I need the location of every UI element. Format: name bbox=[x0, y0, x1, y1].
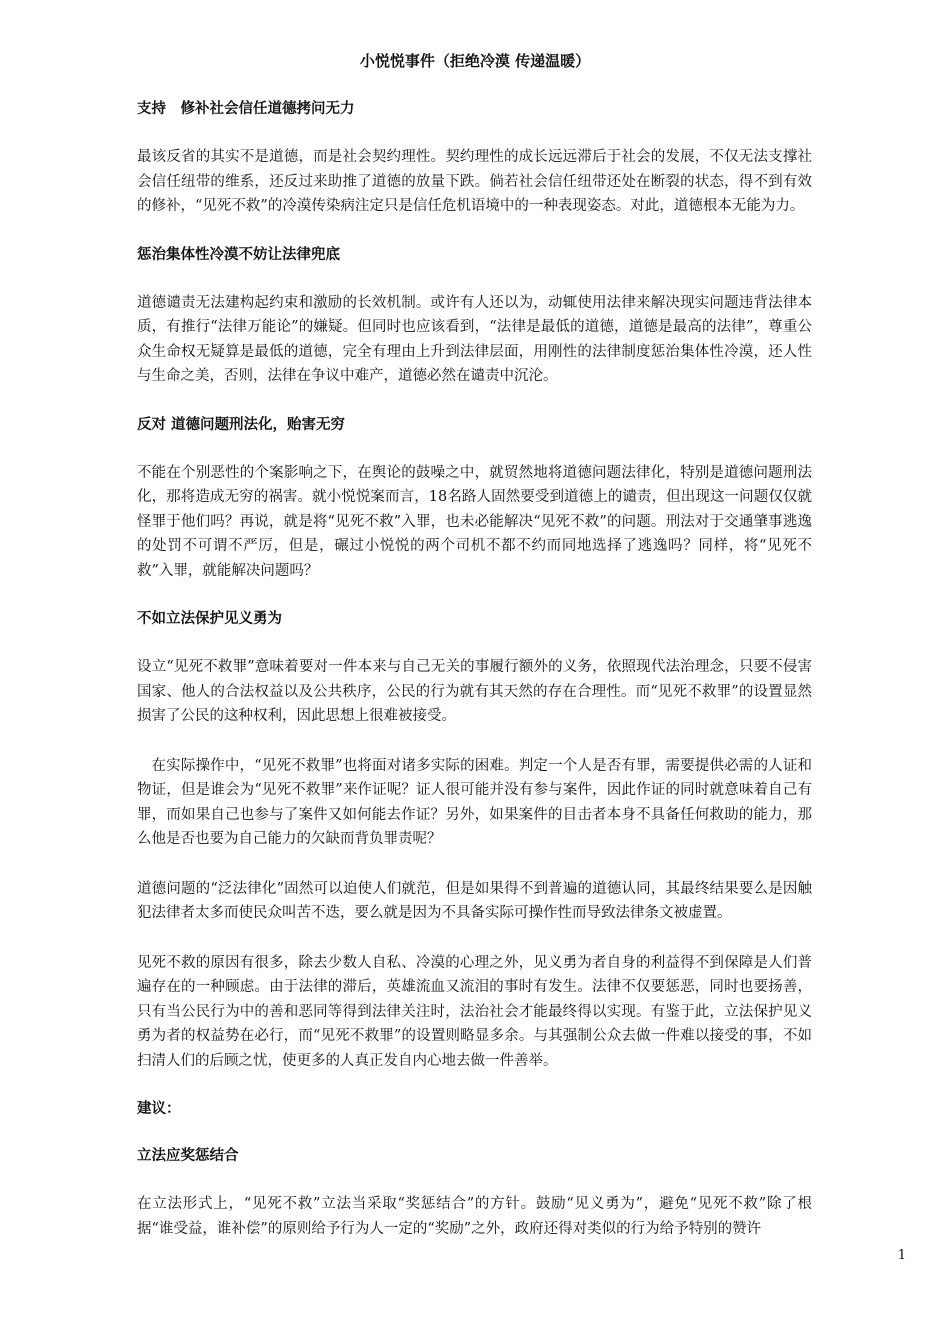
section-suggestion bbox=[137, 1098, 812, 1120]
paragraph: 道德谴责无法建构起约束和激励的长效机制。或许有人还以为，动辄使用法律来解决现实问题违背法律本质，有推行“法律万能论”的嫌疑。但同时也应该看到，“法律是最低的道德，道德是最高的法律”，尊重公众生命权无疑算是最低的道德，完全有理由上升到法律层面，用刚性的法律制度惩治集体性冷漠，还人性与生命之美，否则，法律在争议中难产，道德必然在谴责中沉沦。 bbox=[137, 294, 812, 384]
section-heading: 反对 道德问题刑法化，贻害无穷 bbox=[137, 416, 346, 433]
paragraph: 在立法形式上，“见死不救”立法当采取“奖惩结合”的方针。鼓励“见义勇为”，避免“见死不救”除了根据“谁受益，谁补偿”的原则给予行为人一定的“奖励”之外，政府还得对类似的行为给予特别的赞许 bbox=[137, 1196, 812, 1237]
paragraph: 不能在个别恶性的个案影响之下，在舆论的鼓噪之中，就贸然地将道德问题法律化，特别是道德问题刑法化，那将造成无穷的祸害。就小悦悦案而言，18名路人固然要受到道德上的谴责，但出现这一问题仅仅就怪罪于他们吗？再说，就是将“见死不救”入罪，也未必能解决“见死不救”的问题。刑法对于交通肇事逃逸的处罚不可谓不严厉，但是，碾过小悦悦的两个司机不都不约而同地选择了逃逸吗？同样，将“见死不救”入罪，就能解决问题吗？ bbox=[137, 464, 812, 579]
section-protect-heroes bbox=[137, 608, 812, 1073]
section-heading: 惩治集体性冷漠不妨让法律兜底 bbox=[137, 246, 340, 263]
paragraph: 最该反省的其实不是道德，而是社会契约理性。契约理性的成长远远滞后于社会的发展，不仅无法支撑社会信任纽带的维系，还反过来助推了道德的放量下跌。倘若社会信任纽带还处在断裂的状态，得不到有效的修补，“见死不救”的冷漠传染病注定只是信任危机语境中的一种表现姿态。对此，道德根本无能为力。 bbox=[137, 149, 812, 214]
paragraph: 道德问题的“泛法律化”固然可以迫使人们就范，但是如果得不到普遍的道德认同，其最终结果要么是因触犯法律者太多而使民众叫苦不迭，要么就是因为不具备实际可操作性而导致法律条文被虚置。 bbox=[137, 880, 812, 921]
paragraph: 见死不救的原因有很多，除去少数人自私、冷漠的心理之外，见义勇为者自身的利益得不到保障是人们普遍存在的一种顾虑。由于法律的滞后，英雄流血又流泪的事时有发生。法律不仅要惩恶，同时也要扬善，只有当公民行为中的善和恶同等得到法律关注时，法治社会才能最终得以实现。有鉴于此，立法保护见义勇为者的权益势在必行，而“见死不救罪”的设置则略显多余。与其强制公众去做一件难以接受的事，不如扫清人们的后顾之忧，使更多的人真正发自内心地去做一件善举。 bbox=[137, 954, 812, 1069]
document-body bbox=[137, 98, 812, 1266]
section-reward-punish bbox=[137, 1145, 812, 1241]
section-heading: 立法应奖惩结合 bbox=[137, 1148, 239, 1164]
section-heading: 建议： bbox=[137, 1101, 181, 1117]
section-oppose bbox=[137, 414, 812, 584]
section-support bbox=[137, 98, 812, 219]
page-number: 1 bbox=[897, 1248, 906, 1263]
document-title: 小悦悦事件（拒绝冷漠 传递温暖） bbox=[359, 52, 591, 70]
section-law-backstop bbox=[137, 244, 812, 389]
paragraph: 在实际操作中，“见死不救罪”也将面对诸多实际的困难。判定一个人是否有罪，需要提供必需的人证和物证，但是谁会为“见死不救罪”来作证呢？证人很可能并没有参与案件，因此作证的同时就意味着自己有罪，而如果自己也参与了案件又如何能去作证？另外，如果案件的目击者本身不具备任何救助的能力，那么他是否也要为自己能力的欠缺而背负罪责呢？ bbox=[137, 757, 812, 847]
paragraph: 设立“见死不救罪”意味着要对一件本来与自己无关的事履行额外的义务，依照现代法治理念，只要不侵害国家、他人的合法权益以及公共秩序，公民的行为就有其天然的存在合理性。而“见死不救罪”的设置显然损害了公民的这种权利，因此思想上很难被接受。 bbox=[137, 659, 812, 724]
section-heading: 不如立法保护见义勇为 bbox=[137, 611, 282, 627]
section-heading: 支持 修补社会信任道德拷问无力 bbox=[137, 101, 355, 117]
